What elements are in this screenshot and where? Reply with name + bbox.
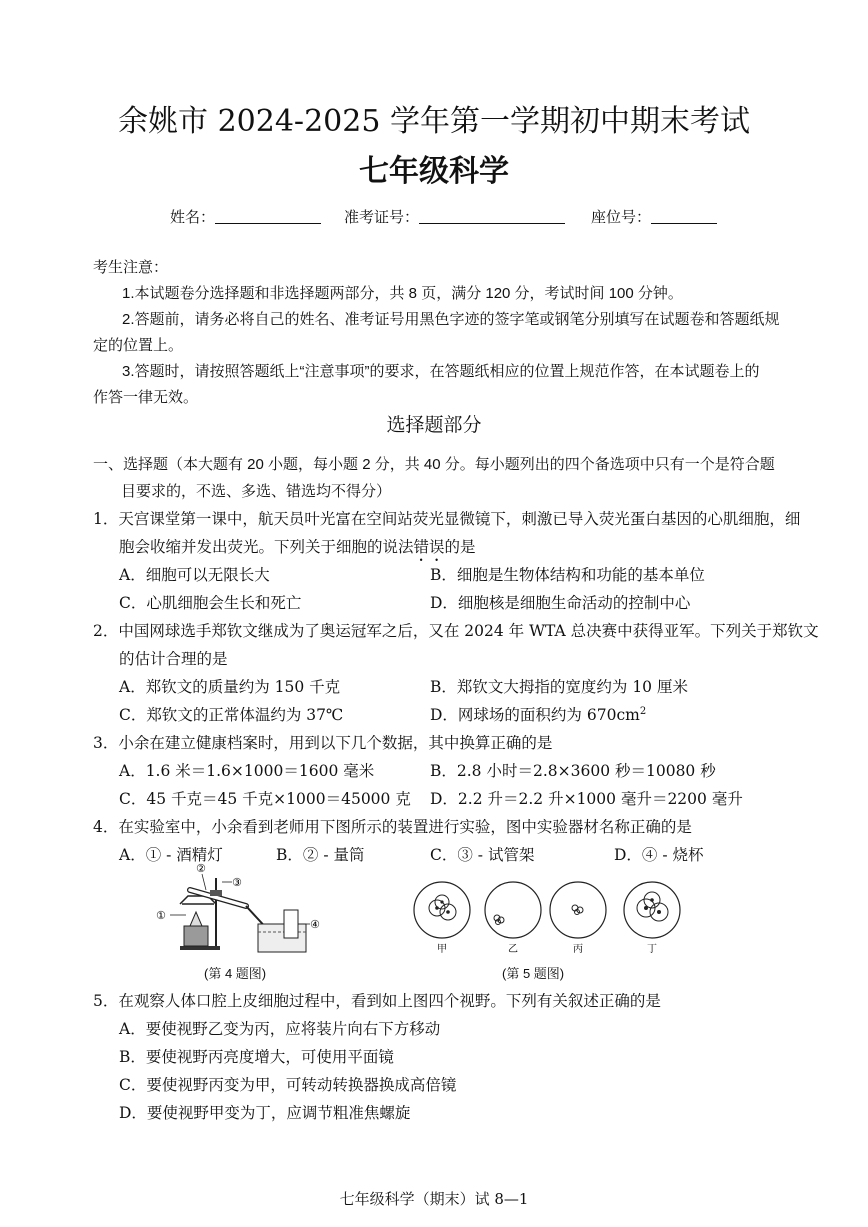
q2-option-d-sup: 2	[639, 705, 647, 717]
fig4-caption: (第 4 题图)	[204, 966, 267, 981]
q3-option-b: B．2.8 小时＝2.8×3600 秒＝10080 秒	[430, 762, 716, 780]
q2-option-a: A．郑钦文的质量约为 150 千克	[119, 678, 341, 696]
collecting-bottle	[284, 910, 298, 938]
notice-item-3-line1: 3.答题时，请按照答题纸上“注意事项”的要求，在答题纸相应的位置上规范作答，在本试题卷上的	[122, 363, 760, 380]
view-jia	[414, 882, 470, 938]
q2-stem-line2: 的估计合理的是	[119, 650, 228, 668]
q5-option-a: A．要使视野乙变为丙，应将装片向右下方移动	[119, 1020, 441, 1038]
seat-label: 座位号：	[591, 209, 652, 226]
q2-option-c: C．郑钦文的正常体温约为 37℃	[119, 706, 344, 724]
ticket-blank	[419, 209, 565, 224]
q5-option-c: C．要使视野丙变为甲，可转动转换器换成高倍镜	[119, 1076, 457, 1094]
q1-stem-end: 的是	[444, 538, 476, 556]
q3-option-c: C．45 千克＝45 千克×1000＝45000 克	[119, 790, 411, 808]
exam-subject-title: 七年级科学	[359, 155, 509, 188]
q2-option-d	[430, 703, 646, 725]
q4-stem: 4．在实验室中，小余看到老师用下图所示的装置进行实验，图中实验器材名称正确的是	[93, 818, 692, 836]
view-yi	[485, 882, 541, 938]
q1-option-d: D．细胞核是细胞生命活动的控制中心	[430, 594, 691, 612]
q5-option-d: D．要使视野甲变为丁，应调节粗准焦螺旋	[119, 1104, 411, 1122]
label-3: ③	[232, 876, 242, 889]
q3-stem: 3．小余在建立健康档案时，用到以下几个数据，其中换算正确的是	[93, 734, 553, 752]
view-label-ding: 丁	[647, 944, 657, 954]
name-label: 姓名：	[170, 209, 216, 226]
name-blank	[215, 209, 321, 224]
part1-instructions-line2: 目要求的，不选、多选、错选均不得分）	[121, 483, 392, 500]
q1-stem-line2	[119, 535, 476, 565]
q1-option-c: C．心肌细胞会生长和死亡	[119, 594, 302, 612]
notice-item-3-line2: 作答一律无效。	[93, 389, 199, 406]
notice-item-2-line2: 定的位置上。	[93, 337, 184, 354]
view-ding	[624, 882, 680, 938]
lab-apparatus-figure	[150, 860, 330, 960]
seat-field	[591, 206, 717, 227]
section-title: 选择题部分	[386, 414, 482, 436]
ticket-label: 准考证号：	[344, 209, 420, 226]
q5-stem: 5．在观察人体口腔上皮细胞过程中，看到如上图四个视野。下列有关叙述正确的是	[93, 992, 661, 1010]
q5-option-b: B．要使视野丙亮度增大，可使用平面镜	[119, 1048, 394, 1066]
q3-option-a: A．1.6 米＝1.6×1000＝1600 毫米	[119, 762, 375, 780]
stand-base	[180, 946, 220, 950]
q3-option-d: D．2.2 升＝2.2 升×1000 毫升＝2200 毫升	[430, 790, 743, 808]
view-label-yi: 乙	[508, 944, 518, 954]
view-label-bing: 丙	[573, 944, 583, 954]
alcohol-lamp	[184, 926, 208, 946]
clamp	[210, 890, 222, 896]
q1-option-b: B．细胞是生物体结构和功能的基本单位	[430, 566, 705, 584]
q1-emphasis: 错误	[413, 538, 445, 556]
notice-item-1: 1.本试题卷分选择题和非选择题两部分，共 8 页，满分 120 分，考试时间 100 分钟。	[122, 285, 683, 302]
notice-item-2-line1: 2.答题前，请务必将自己的姓名、准考证号用黑色字迹的签字笔或钢笔分别填写在试题卷和答题纸规	[122, 311, 780, 328]
q2-stem-line1: 2．中国网球选手郑钦文继成为了奥运冠军之后，又在 2024 年 WTA 总决赛中获得亚军。下列关于郑钦文	[93, 622, 819, 640]
q2-option-b: B．郑钦文大拇指的宽度约为 10 厘米	[430, 678, 688, 696]
q2-option-d-text: D．网球场的面积约为 670cm	[430, 706, 640, 724]
q4-option-a: A．① - 酒精灯	[119, 846, 223, 864]
seat-blank	[651, 209, 717, 224]
label-1: ①	[156, 909, 166, 922]
notice-heading: 考生注意：	[93, 259, 169, 276]
exam-title: 余姚市 2024-2025 学年第一学期初中期末考试	[118, 104, 750, 139]
label-2: ②	[196, 862, 206, 875]
q4-option-c: C．③ - 试管架	[430, 846, 535, 864]
q4-option-b: B．② - 量筒	[276, 846, 365, 864]
q4-option-d: D．④ - 烧杯	[614, 846, 704, 864]
lamp-flame	[190, 912, 202, 926]
q1-option-a: A．细胞可以无限长大	[119, 566, 270, 584]
label-4: ④	[310, 918, 320, 931]
view-label-jia: 甲	[437, 944, 447, 954]
water-trough	[258, 924, 306, 952]
fig5-caption: (第 5 题图)	[502, 966, 565, 981]
q1-stem-line1: 1．天宫课堂第一课中，航天员叶光富在空间站荧光显微镜下，刺激已导入荧光蛋白基因的心肌细胞，细	[93, 510, 801, 528]
microscope-views-figure	[412, 878, 702, 954]
part1-instructions-line1: 一、选择题（本大题有 20 小题，每小题 2 分，共 40 分。每小题列出的四个备选项中只有一个是符合题	[93, 456, 775, 473]
page-footer: 七年级科学（期末）试 8—1	[339, 1190, 529, 1208]
name-field	[170, 206, 321, 227]
q1-stem-text: 胞会收缩并发出荧光。下列关于细胞的说法	[119, 538, 414, 556]
ticket-field	[344, 206, 565, 227]
